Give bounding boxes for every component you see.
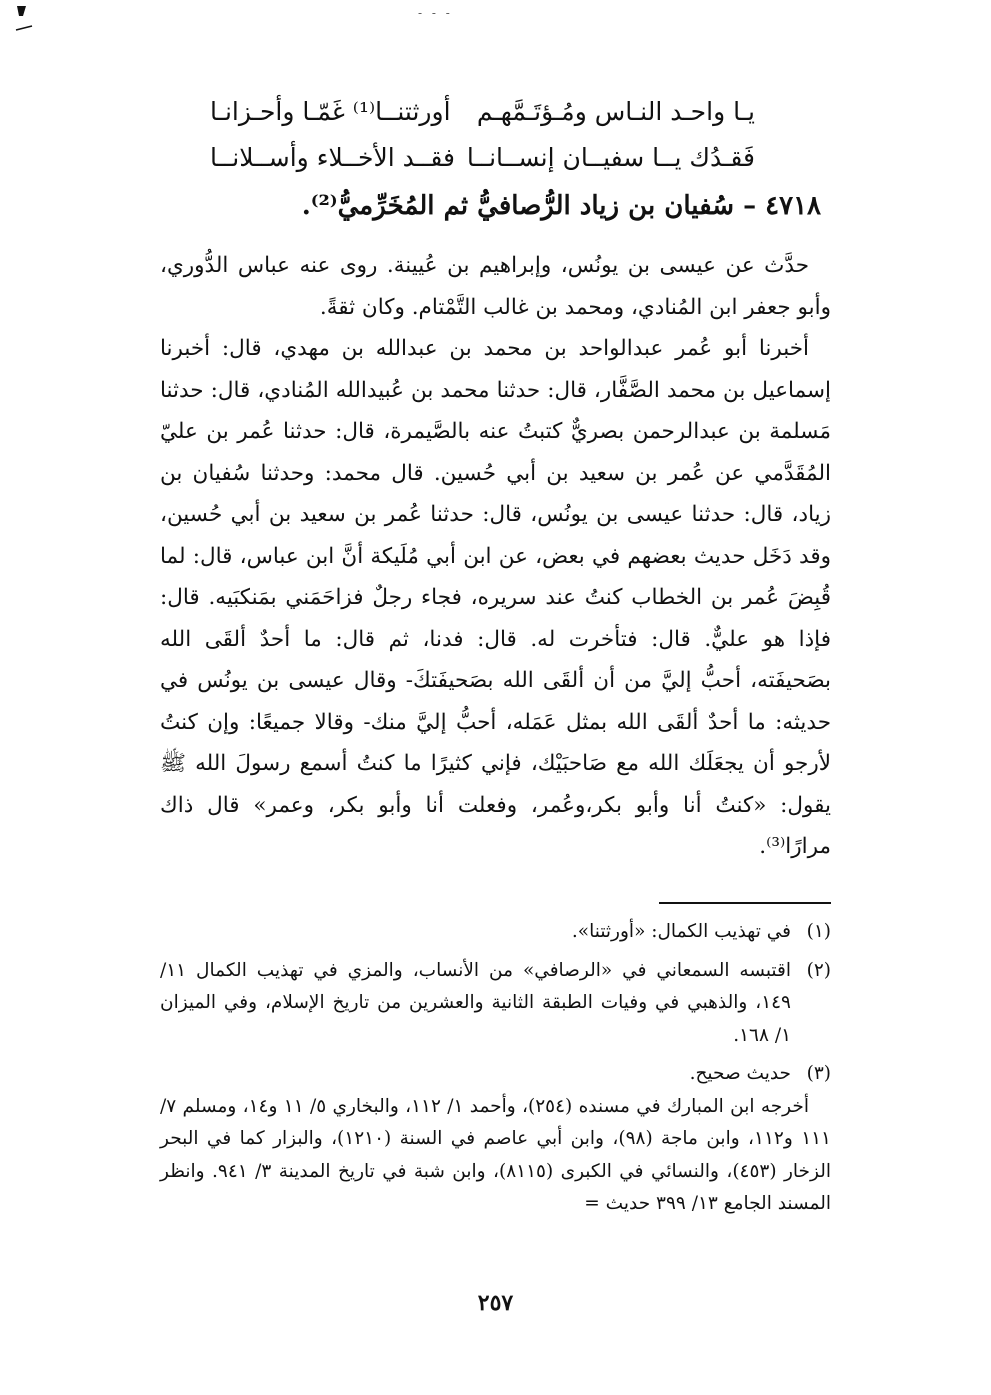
footnote-continuation: أخرجه ابن المبارك في مسنده (٢٥٤)، وأحمد ١/ ١١٢، والبخاري ٥/ ١١ و١٤، ومسلم ٧/ ١١١ و١١٢، وابن ماجة (٩٨)، وابن أبي عاصم في السنة (١٢١٠)، والبزار كما في البحر الزخار (٤٥٣)، والنسائي في الكبرى (٨١١٥)، وابن شبة في تاريخ المدينة ٣/ ٩٤١. وانظر المسند الجامع ١٣/ ٣٩٩ حديث = [160,1095,831,1214]
verse-first-hemistich: يـا واحـد النـاس ومُـؤتَـمَّهـم [476,97,755,126]
page-number: ٢٥٧ [477,1290,514,1316]
footnote-number: (٢) [806,959,831,981]
footnotes [160,916,831,1221]
footnote [160,1058,831,1091]
corner-scan-mark [14,4,34,34]
footnote [160,916,831,949]
verse-second-hemistich: أورثتنــا⁽¹⁾ غَمّـا وأحـزانـا [210,97,451,126]
verse-first-hemistich: فَقـدُك يــا سفيــان إنســانــا [466,143,755,172]
footnote-text: حديث صحيح. [689,1063,791,1084]
footnote [160,955,831,1053]
footnote-number: (١) [806,921,831,942]
footnote-text: في تهذيب الكمال: «أورثتنا». [571,921,791,942]
verse-second-hemistich: فقــد الأخــلاء وأســلانــا [210,143,455,172]
paragraph-hadith: أخبرنا أبو عُمر عبدالواحد بن محمد بن عبدالله بن مهدي، قال: أخبرنا إسماعيل بن محمد الصَّفَّار، قال: حدثنا محمد بن عُبيدالله المُنادي، قال: حدثنا مَسلمة بن عبدالرحمن بصريٌّ كتبتُ عنه بالصَّيمرة، قال: حدثنا عُمر بن عليّ المُقَدَّمي عن عُمر بن سعيد بن أبي حُسين. قال محمد: وحدثنا سُفيان بن زياد، قال: حدثنا عيسى بن يونُس، قال: حدثنا عُمر بن سعيد بن أبي حُسين، وقد دَخَل حديث بعضهم في بعض، عن ابن أبي مُلَيكة أنَّ ابن عباس، قال: لما قُبِضَ عُمر بن الخطاب كنتُ عند سريره، فجاء رجلٌ فزاحَمَني بمَنكبَيه. قال: فإذا هو عليٌّ. قال: فتأخرت له. قال: فدنا، ثم قال: ما أحدٌ ألقَى الله بصَحيفَته، أحبُّ إليَّ من أن ألقَى الله بصَحيفَتكَ- وقال عيسى بن يونُس في حديثه: ما أحدٌ ألقَى الله بمثل عَمَله، أحبُّ إليَّ منك- وقالا جميعًا: وإن كنتُ لأرجو أن يجعَلَك الله مع صَاحبَيْك، فإني كثيرًا ما كنتُ أسمع رسولَ الله ﷺ يقول: «كنتُ أنا وأبو بكر،وعُمر، وفعلت أنا وأبو بكر، وعمر» قال ذاك مرارًا⁽³⁾. [160,336,831,859]
footnote-text: اقتبسه السمعاني في «الرصافي» من الأنساب، والمزي في تهذيب الكمال ١١/ ١٤٩، والذهبي في وفيات الطبقة الثانية والعشرين من تاريخ الإسلام، وفي الميزان ١/ ١٦٨. [160,959,791,1046]
poem-verse [210,138,755,178]
footnote-number: (٣) [806,1063,831,1084]
poem-verse [210,92,755,132]
entry-heading: ٤٧١٨ – سُفيان بن زياد الرُّصافيُّ ثم المُخَرِّميُّ⁽²⁾. [301,191,821,221]
footnote-separator [659,902,831,904]
header-dashes: - - - [418,6,453,20]
entry-body [160,245,831,868]
paragraph-narrators: حدَّث عن عيسى بن يونُس، وإبراهيم بن عُيينة. روى عنه عباس الدُّوري، وأبو جعفر ابن المُنادي، ومحمد بن غالب التَّمْتام. وكان ثقةً. [160,253,831,320]
